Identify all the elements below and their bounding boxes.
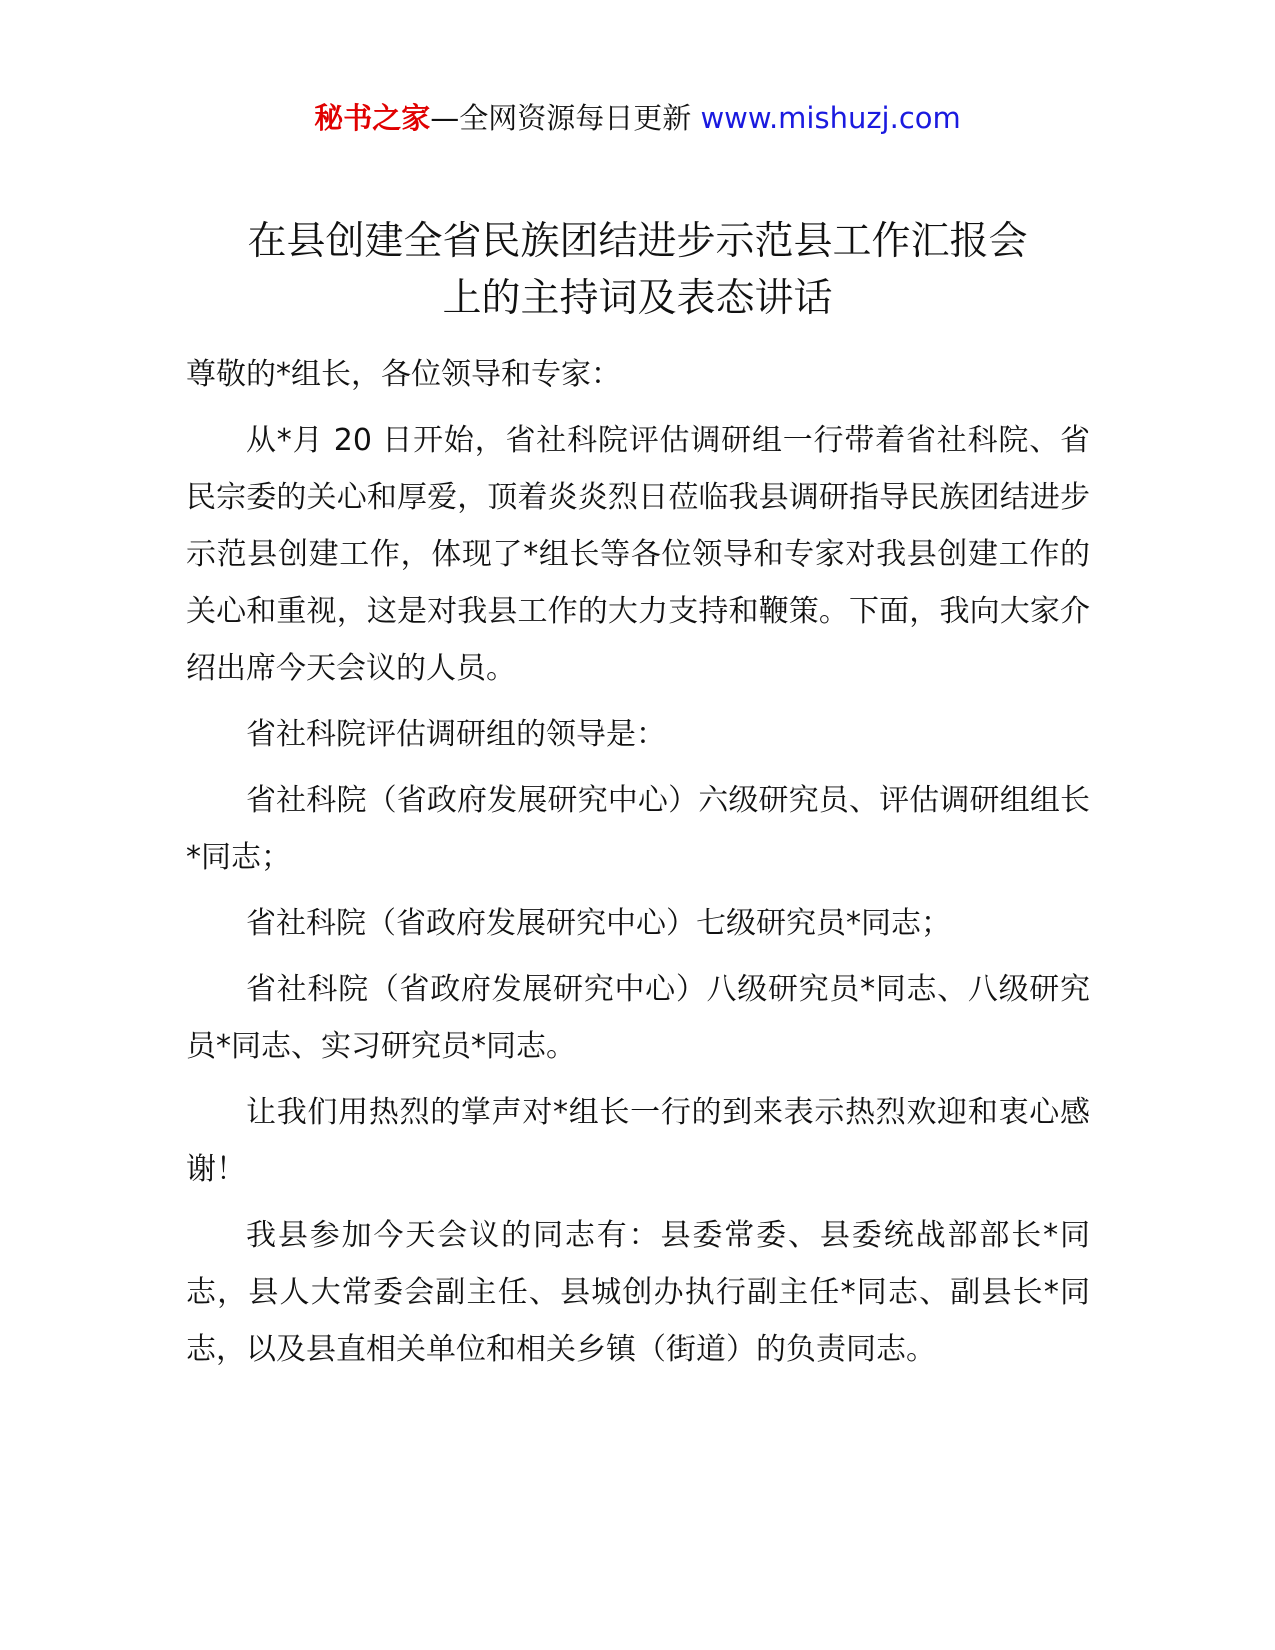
document-title-line-1: 在县创建全省民族团结进步示范县工作汇报会 — [247, 219, 1028, 264]
paragraph: 省社科院（省政府发展研究中心）七级研究员*同志； — [246, 906, 951, 941]
paragraph: 省社科院（省政府发展研究中心）八级研究员*同志、八级研究员*同志、实习研究员*同志。 — [186, 972, 1090, 1064]
document-title-line-2: 上的主持词及表态讲话 — [442, 276, 833, 321]
site-tagline: —全网资源每日更新 — [430, 101, 692, 135]
salutation: 尊敬的*组长，各位领导和专家： — [186, 357, 621, 392]
paragraph: 从*月 20 日开始，省社科院评估调研组一行带着省社科院、省民宗委的关心和厚爱，顶着炎炎烈日莅临我县调研指导民族团结进步示范县创建工作，体现了*组长等各位领导和专家对我县创建工作的关心和重视，这是对我县工作的大力支持和鞭策。下面，我向大家介绍出席今天会议的人员。 — [186, 423, 1090, 686]
paragraph: 省社科院评估调研组的领导是： — [246, 717, 666, 752]
site-brand: 秘书之家 — [314, 101, 431, 135]
document-body — [186, 346, 1090, 1387]
site-header — [0, 98, 1275, 138]
paragraph: 省社科院（省政府发展研究中心）六级研究员、评估调研组组长*同志； — [186, 783, 1090, 875]
paragraph: 我县参加今天会议的同志有：县委常委、县委统战部部长*同志，县人大常委会副主任、县城创办执行副主任*同志、副县长*同志，以及县直相关单位和相关乡镇（街道）的负责同志。 — [186, 1218, 1090, 1367]
site-url-link[interactable]: www.mishuzj.com — [700, 101, 961, 135]
paragraph: 让我们用热烈的掌声对*组长一行的到来表示热烈欢迎和衷心感谢！ — [186, 1095, 1090, 1187]
document-title — [170, 213, 1105, 327]
